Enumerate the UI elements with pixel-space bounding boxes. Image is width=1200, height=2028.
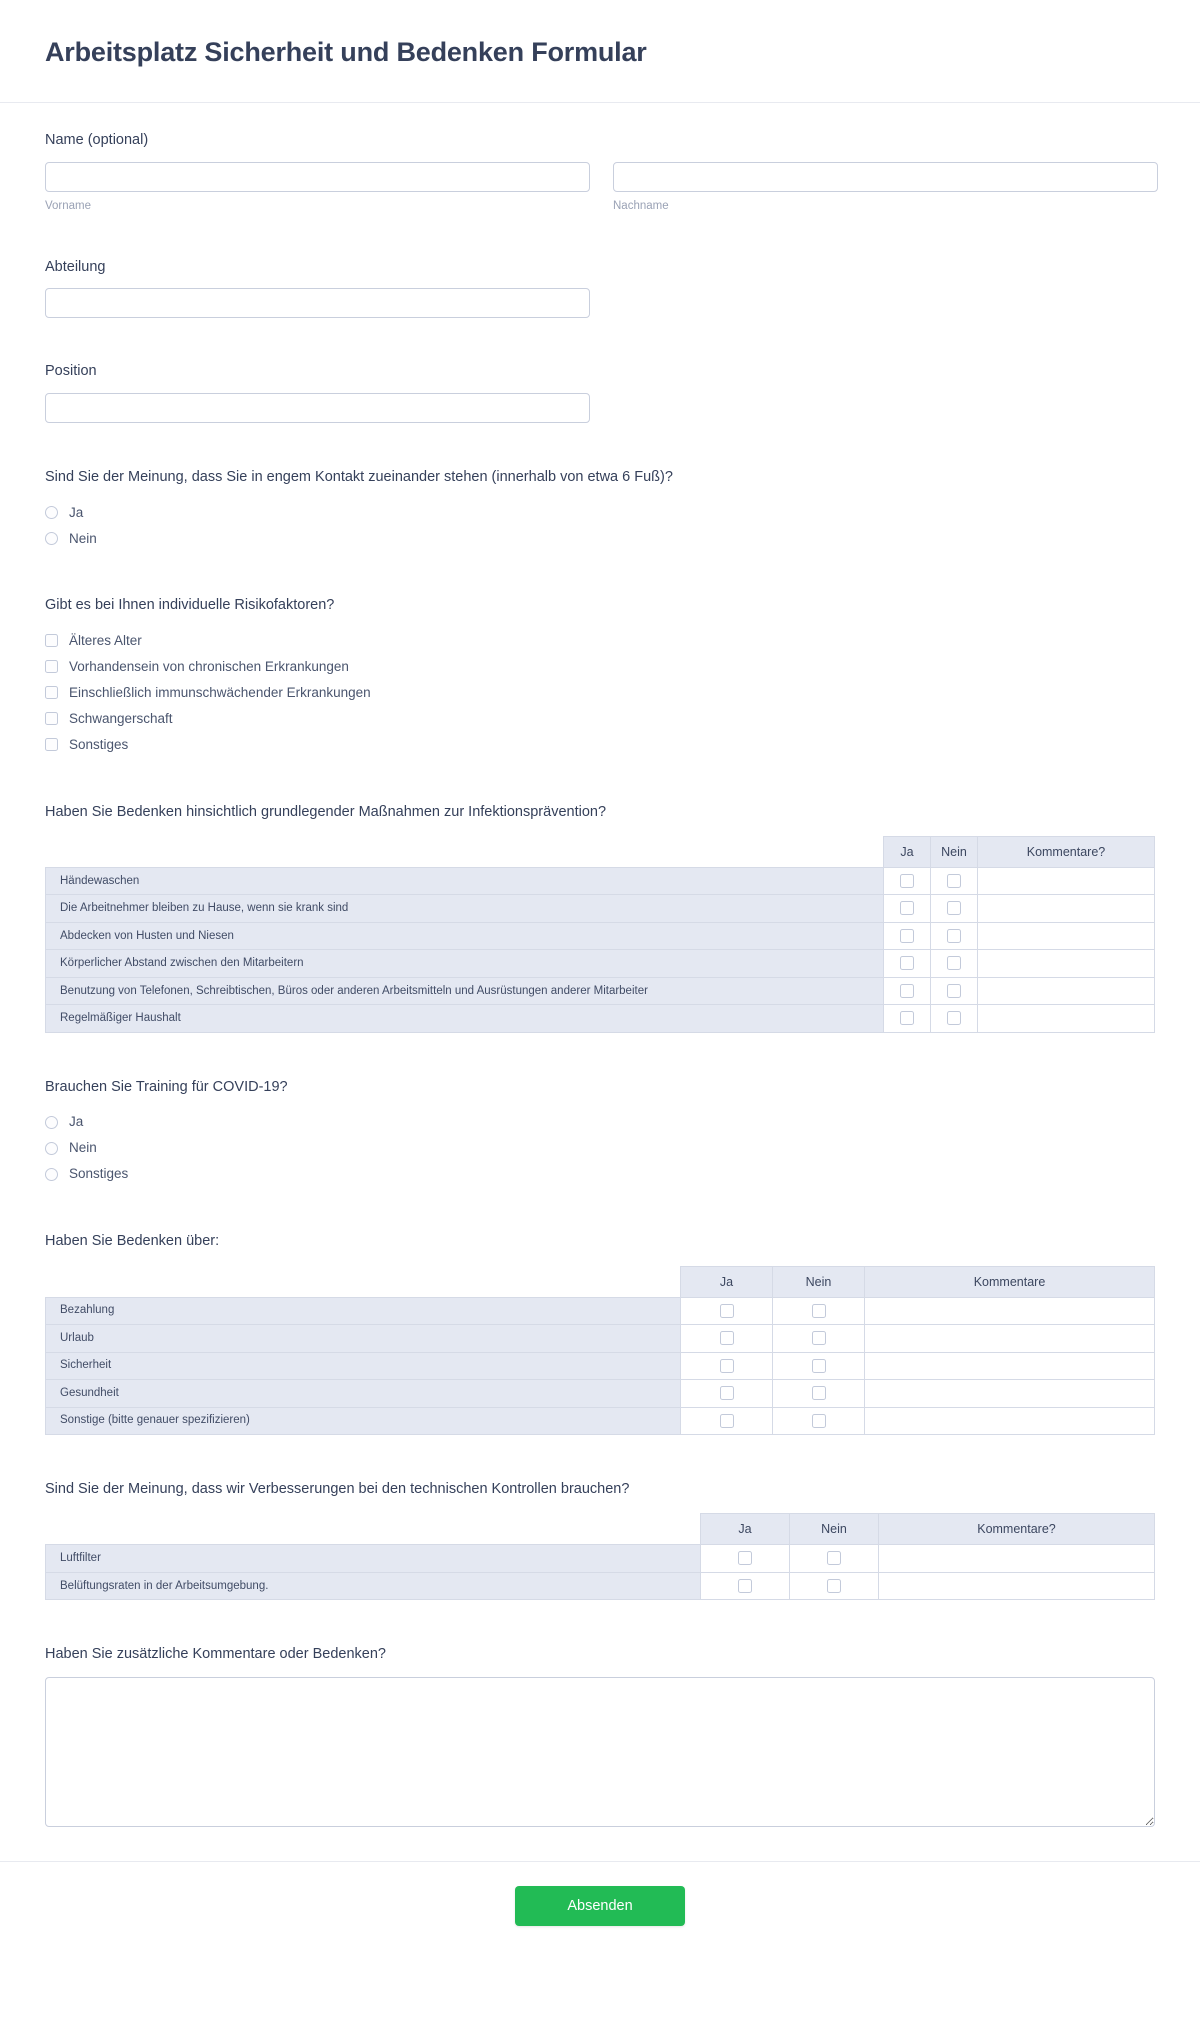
prevention-matrix-body <box>46 867 1155 1032</box>
submit-button[interactable]: Absenden <box>515 1886 684 1926</box>
prevention-matrix-wrap <box>45 836 1155 1033</box>
table-row <box>46 1005 1155 1033</box>
engineering-matrix-table <box>45 1513 1155 1600</box>
additional-comments-block <box>45 1644 1155 1826</box>
concerns-matrix-head <box>46 1266 1155 1297</box>
risk-factors-question-block <box>45 595 1155 757</box>
column-header-ja: Ja <box>701 1514 790 1545</box>
radio-training-ja[interactable] <box>45 1109 1155 1135</box>
row-label-cell: Gesundheit <box>46 1380 681 1408</box>
form-body <box>0 103 1200 1826</box>
row-label-cell: Benutzung von Telefonen, Schreibtischen, Büros oder anderen Arbeitsmitteln und Ausrüstungen anderer Mitarbeiter <box>46 977 884 1005</box>
checkbox-square-icon[interactable] <box>947 1011 961 1025</box>
column-header-ja: Ja <box>884 836 931 867</box>
matrix-cell-ja[interactable] <box>884 977 931 1005</box>
checkbox-square-icon[interactable] <box>827 1551 841 1565</box>
checkbox-label: Schwangerschaft <box>69 710 173 726</box>
table-row <box>46 1352 1155 1380</box>
engineering-matrix-label: Sind Sie der Meinung, dass wir Verbesserungen bei den technischen Kontrollen brauchen? <box>45 1481 630 1497</box>
name-field-block <box>45 131 1155 214</box>
table-row <box>46 895 1155 923</box>
matrix-cell-nein[interactable] <box>773 1407 865 1435</box>
checkbox-square-icon <box>45 634 58 647</box>
department-input[interactable] <box>45 288 590 318</box>
matrix-cell-ja[interactable] <box>681 1380 773 1408</box>
last-name-input[interactable] <box>613 162 1158 192</box>
matrix-cell-ja[interactable] <box>884 1005 931 1033</box>
table-row <box>46 1380 1155 1408</box>
row-label-cell: Urlaub <box>46 1325 681 1353</box>
risk-factors-question-label: Gibt es bei Ihnen individuelle Risikofaktoren? <box>45 597 335 614</box>
matrix-cell-nein[interactable] <box>931 867 978 895</box>
checkbox-square-icon[interactable] <box>947 929 961 943</box>
table-header-row <box>46 1266 1155 1297</box>
matrix-cell-comment[interactable] <box>879 1545 1155 1573</box>
matrix-cell-ja[interactable] <box>884 922 931 950</box>
matrix-cell-comment[interactable] <box>865 1325 1155 1353</box>
position-field-block <box>45 362 1155 423</box>
checkbox-label: Vorhandensein von chronischen Erkrankungen <box>69 658 349 674</box>
radio-training-sonstiges[interactable] <box>45 1161 1155 1187</box>
matrix-cell-comment[interactable] <box>978 922 1155 950</box>
matrix-cell-ja[interactable] <box>884 867 931 895</box>
last-name-sublabel: Nachname <box>613 199 669 212</box>
checkbox-square-icon[interactable] <box>947 984 961 998</box>
first-name-column <box>45 162 590 214</box>
name-row <box>45 162 1155 214</box>
first-name-input[interactable] <box>45 162 590 192</box>
checkbox-square-icon[interactable] <box>900 901 914 915</box>
table-row <box>46 977 1155 1005</box>
column-header-kommentare: Kommentare <box>865 1266 1155 1297</box>
table-row <box>46 867 1155 895</box>
page-title: Arbeitsplatz Sicherheit und Bedenken Formular <box>45 37 647 67</box>
matrix-cell-comment[interactable] <box>978 895 1155 923</box>
matrix-cell-nein[interactable] <box>931 950 978 978</box>
checkbox-square-icon[interactable] <box>812 1304 826 1318</box>
department-label: Abteilung <box>45 258 106 275</box>
checkbox-square-icon[interactable] <box>738 1551 752 1565</box>
checkbox-risk-immuno[interactable] <box>45 680 1155 706</box>
checkbox-risk-older-age[interactable] <box>45 628 1155 654</box>
radio-circle-icon <box>45 1168 58 1181</box>
radio-label: Nein <box>69 530 97 546</box>
radio-circle-icon <box>45 1116 58 1129</box>
column-header-nein: Nein <box>790 1514 879 1545</box>
matrix-cell-nein[interactable] <box>773 1297 865 1325</box>
checkbox-square-icon <box>45 686 58 699</box>
checkbox-risk-chronic[interactable] <box>45 654 1155 680</box>
row-label-cell: Regelmäßiger Haushalt <box>46 1005 884 1033</box>
matrix-cell-ja[interactable] <box>884 950 931 978</box>
close-contact-options <box>45 499 1155 551</box>
radio-circle-icon <box>45 1142 58 1155</box>
radio-circle-icon <box>45 532 58 545</box>
matrix-cell-ja[interactable] <box>884 895 931 923</box>
matrix-cell-ja[interactable] <box>681 1297 773 1325</box>
matrix-cell-nein[interactable] <box>931 1005 978 1033</box>
checkbox-risk-pregnancy[interactable] <box>45 706 1155 732</box>
prevention-matrix-block <box>45 802 1155 1033</box>
row-label-cell: Abdecken von Husten und Niesen <box>46 922 884 950</box>
table-header-row <box>46 1514 1155 1545</box>
matrix-cell-comment[interactable] <box>978 1005 1155 1033</box>
column-header-ja: Ja <box>681 1266 773 1297</box>
table-row <box>46 1325 1155 1353</box>
matrix-cell-comment[interactable] <box>978 867 1155 895</box>
prevention-matrix-table <box>45 836 1155 1033</box>
radio-close-contact-ja[interactable] <box>45 499 1155 525</box>
checkbox-square-icon[interactable] <box>900 984 914 998</box>
checkbox-square-icon[interactable] <box>720 1386 734 1400</box>
row-label-cell: Sicherheit <box>46 1352 681 1380</box>
close-contact-question-block <box>45 467 1155 551</box>
checkbox-square-icon[interactable] <box>812 1331 826 1345</box>
concerns-matrix-wrap <box>45 1266 1155 1436</box>
form-footer <box>0 1861 1200 1966</box>
last-name-column <box>613 162 1158 214</box>
checkbox-square-icon[interactable] <box>720 1304 734 1318</box>
prevention-matrix-head <box>46 836 1155 867</box>
matrix-cell-ja[interactable] <box>681 1325 773 1353</box>
engineering-matrix-head <box>46 1514 1155 1545</box>
table-row <box>46 1297 1155 1325</box>
position-input[interactable] <box>45 393 590 423</box>
checkbox-square-icon[interactable] <box>812 1359 826 1373</box>
checkbox-label: Einschließlich immunschwächender Erkrankungen <box>69 684 371 700</box>
training-question-block <box>45 1077 1155 1187</box>
checkbox-square-icon[interactable] <box>900 874 914 888</box>
matrix-cell-comment[interactable] <box>865 1380 1155 1408</box>
table-row <box>46 950 1155 978</box>
radio-close-contact-nein[interactable] <box>45 525 1155 551</box>
matrix-cell-nein[interactable] <box>931 895 978 923</box>
matrix-cell-comment[interactable] <box>879 1572 1155 1600</box>
matrix-corner-cell <box>46 836 884 867</box>
checkbox-square-icon[interactable] <box>738 1579 752 1593</box>
matrix-cell-comment[interactable] <box>978 977 1155 1005</box>
matrix-cell-comment[interactable] <box>978 950 1155 978</box>
engineering-matrix-block <box>45 1479 1155 1600</box>
checkbox-risk-other[interactable] <box>45 732 1155 758</box>
checkbox-square-icon[interactable] <box>720 1414 734 1428</box>
matrix-cell-nein[interactable] <box>773 1352 865 1380</box>
checkbox-label: Sonstiges <box>69 736 129 752</box>
matrix-corner-cell <box>46 1514 701 1545</box>
checkbox-square-icon[interactable] <box>720 1359 734 1373</box>
radio-label: Nein <box>69 1140 97 1156</box>
radio-training-nein[interactable] <box>45 1135 1155 1161</box>
table-header-row <box>46 836 1155 867</box>
checkbox-square-icon[interactable] <box>947 956 961 970</box>
form-header <box>0 0 1200 103</box>
row-label-cell: Bezahlung <box>46 1297 681 1325</box>
checkbox-square-icon[interactable] <box>812 1414 826 1428</box>
row-label-cell: Die Arbeitnehmer bleiben zu Hause, wenn sie krank sind <box>46 895 884 923</box>
matrix-corner-cell <box>46 1266 681 1297</box>
matrix-cell-ja[interactable] <box>701 1572 790 1600</box>
engineering-matrix-wrap <box>45 1513 1155 1600</box>
checkbox-square-icon[interactable] <box>900 956 914 970</box>
training-question-label: Brauchen Sie Training für COVID-19? <box>45 1078 288 1095</box>
table-row <box>46 1545 1155 1573</box>
radio-label: Sonstiges <box>69 1166 129 1182</box>
concerns-matrix-table <box>45 1266 1155 1436</box>
training-options <box>45 1109 1155 1187</box>
first-name-sublabel: Vorname <box>45 199 92 212</box>
matrix-cell-nein[interactable] <box>773 1380 865 1408</box>
row-label-cell: Luftfilter <box>46 1545 701 1573</box>
name-label: Name (optional) <box>45 132 149 149</box>
department-field-block <box>45 258 1155 319</box>
checkbox-square-icon[interactable] <box>900 1011 914 1025</box>
matrix-cell-nein[interactable] <box>790 1545 879 1573</box>
column-header-kommentare: Kommentare? <box>879 1514 1155 1545</box>
column-header-kommentare: Kommentare? <box>978 836 1155 867</box>
matrix-cell-nein[interactable] <box>931 922 978 950</box>
column-header-nein: Nein <box>931 836 978 867</box>
column-header-nein: Nein <box>773 1266 865 1297</box>
checkbox-square-icon[interactable] <box>900 929 914 943</box>
checkbox-square-icon[interactable] <box>947 901 961 915</box>
table-row <box>46 1407 1155 1435</box>
concerns-matrix-block <box>45 1231 1155 1435</box>
matrix-cell-ja[interactable] <box>681 1352 773 1380</box>
matrix-cell-nein[interactable] <box>790 1572 879 1600</box>
additional-comments-label: Haben Sie zusätzliche Kommentare oder Bedenken? <box>45 1646 386 1663</box>
matrix-cell-nein[interactable] <box>773 1325 865 1353</box>
checkbox-square-icon[interactable] <box>947 874 961 888</box>
matrix-cell-comment[interactable] <box>865 1407 1155 1435</box>
additional-comments-textarea[interactable] <box>45 1677 1155 1827</box>
radio-label: Ja <box>69 1114 84 1130</box>
matrix-cell-comment[interactable] <box>865 1297 1155 1325</box>
risk-factors-options <box>45 628 1155 758</box>
checkbox-square-icon[interactable] <box>720 1331 734 1345</box>
checkbox-square-icon <box>45 712 58 725</box>
position-label: Position <box>45 363 97 380</box>
matrix-cell-ja[interactable] <box>701 1545 790 1573</box>
matrix-cell-comment[interactable] <box>865 1352 1155 1380</box>
row-label-cell: Körperlicher Abstand zwischen den Mitarbeitern <box>46 950 884 978</box>
prevention-matrix-label: Haben Sie Bedenken hinsichtlich grundlegender Maßnahmen zur Infektionsprävention? <box>45 803 607 820</box>
matrix-cell-ja[interactable] <box>681 1407 773 1435</box>
checkbox-label: Älteres Alter <box>69 632 142 648</box>
row-label-cell: Sonstige (bitte genauer spezifizieren) <box>46 1407 681 1435</box>
engineering-matrix-body <box>46 1545 1155 1600</box>
checkbox-square-icon[interactable] <box>812 1386 826 1400</box>
checkbox-square-icon <box>45 738 58 751</box>
matrix-cell-nein[interactable] <box>931 977 978 1005</box>
radio-circle-icon <box>45 506 58 519</box>
checkbox-square-icon[interactable] <box>827 1579 841 1593</box>
table-row <box>46 1572 1155 1600</box>
close-contact-question-label: Sind Sie der Meinung, dass Sie in engem Kontakt zueinander stehen (innerhalb von etwa 6 Fuß)? <box>45 469 673 486</box>
row-label-cell: Händewaschen <box>46 867 884 895</box>
table-row <box>46 922 1155 950</box>
checkbox-square-icon <box>45 660 58 673</box>
row-label-cell: Belüftungsraten in der Arbeitsumgebung. <box>46 1572 701 1600</box>
concerns-matrix-label: Haben Sie Bedenken über: <box>45 1233 220 1250</box>
concerns-matrix-body <box>46 1297 1155 1435</box>
radio-label: Ja <box>69 504 84 520</box>
